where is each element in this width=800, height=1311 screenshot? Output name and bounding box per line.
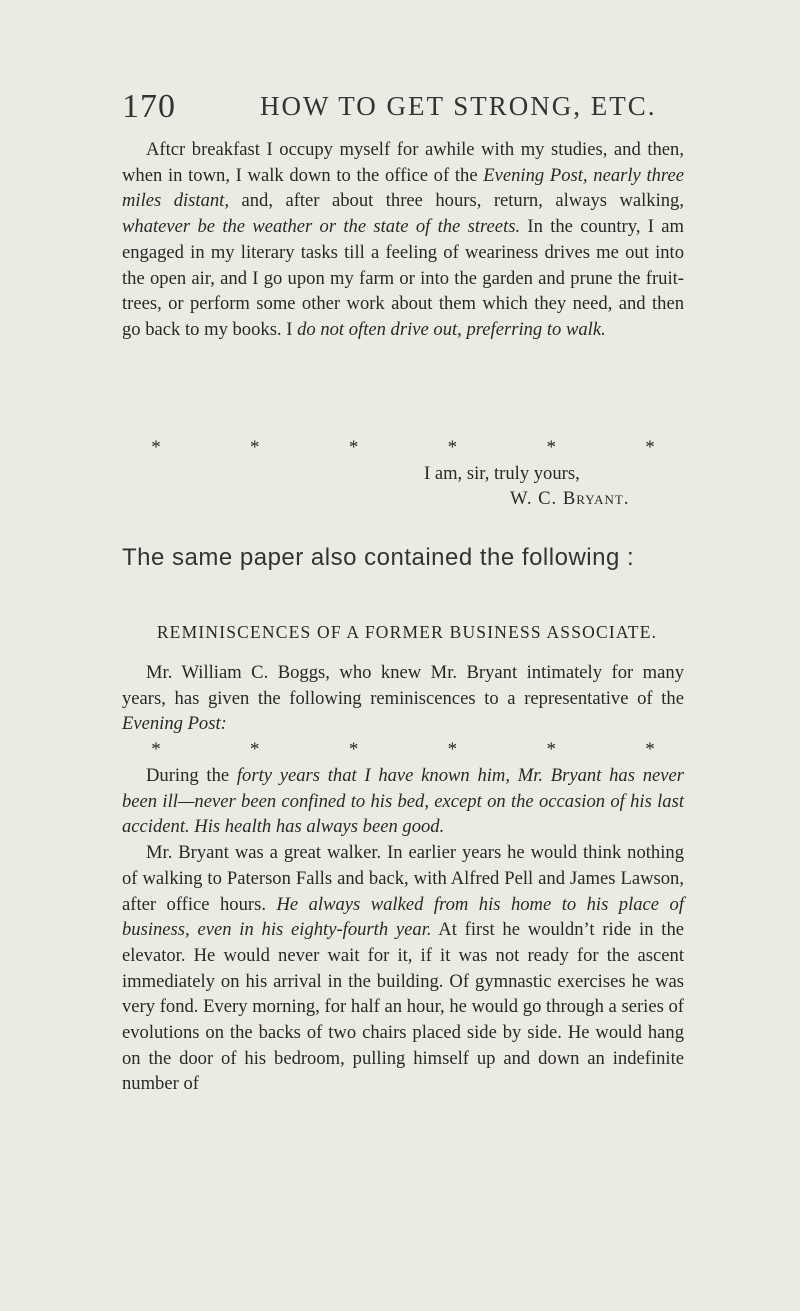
section-star-separator [122, 738, 684, 762]
star: * [151, 739, 161, 760]
letter-star-separator [122, 436, 684, 460]
reminiscence-body [122, 763, 684, 1097]
star: * [348, 437, 359, 458]
page-header [122, 88, 682, 128]
italic-phrase: Evening Post: [122, 713, 227, 735]
reminiscence-paragraph: Mr. Bryant was a great walker. In earlier years he would think nothing of walking to Paterson Falls and back, with Alfred Pell and James Lawson, after office hours. He always walked from his home to his place of business, even in his eighty-fourth year. At first he wouldn’t ride in the elevator. He would never wait for it, if it was not ready for the ascent immediately on his arrival in the building. Of gymnastic exercises he was very fond. Every morning, for half an hour, he would go through a series of evolutions on the backs of two chairs placed side by side. He would hang on the door of his bedroom, pulling himself up and down an indefinite number of [122, 842, 684, 1095]
star: * [546, 437, 556, 458]
section-title: REMINISCENCES OF A FORMER BUSINESS ASSOCIATE. [156, 622, 658, 642]
star: * [348, 739, 359, 760]
star: * [546, 739, 556, 760]
italic-phrase: forty years that I have known him, Mr. Bryant has never been ill—never been confined to his bed, except on the occasion of his last accident. His health has always been good. [122, 765, 684, 838]
star: * [645, 739, 655, 760]
star: * [250, 437, 260, 458]
intro-line: The same paper also contained the following : [122, 544, 635, 571]
reminiscence-paragraph: Mr. William C. Boggs, who knew Mr. Bryant intimately for many years, has given the following reminiscences to a representative of the Evening Post: [122, 662, 684, 735]
letter-paragraph: Aftcr breakfast I occupy myself for awhile with my studies, and then, when in town, I walk down to the office of the Evening Post, nearly three miles distant, and, after about three hours, return, always walking, whatever be the weather or the state of the streets. In the country, I am engaged in my literary tasks till a feeling of weariness drives me out into the open air, and I go upon my farm or into the garden and prune the fruit-trees, or perform some other work about them which they need, and then go back to my books. I do not often drive out, preferring to walk. [122, 139, 684, 340]
italic-phrase: Evening Post, nearly three miles distant, [122, 164, 684, 212]
italic-phrase: He always walked from his home to his place of business, even in his eighty-fourth year. [122, 893, 684, 941]
star: * [645, 437, 655, 458]
italic-phrase: whatever be the weather or the state of the streets. [122, 216, 521, 238]
page-number: 170 [122, 88, 176, 125]
letter-closing: I am, sir, truly yours, [424, 463, 580, 484]
star: * [250, 739, 260, 760]
star: * [447, 739, 458, 760]
star: * [447, 437, 458, 458]
reminiscence-intro [122, 660, 684, 737]
italic-phrase: do not often drive out, preferring to walk. [297, 318, 606, 340]
letter-signature [510, 488, 630, 510]
signature-initials: W. C. [510, 488, 563, 509]
signature-name: Bryant. [562, 488, 630, 509]
running-head: HOW TO GET STRONG, ETC. [260, 91, 657, 121]
letter-body [122, 137, 684, 343]
star: * [151, 437, 161, 458]
reminiscence-paragraph: During the forty years that I have known him, Mr. Bryant has never been ill—never been confined to his bed, except on the occasion of his last accident. His health has always been good. [122, 765, 684, 838]
